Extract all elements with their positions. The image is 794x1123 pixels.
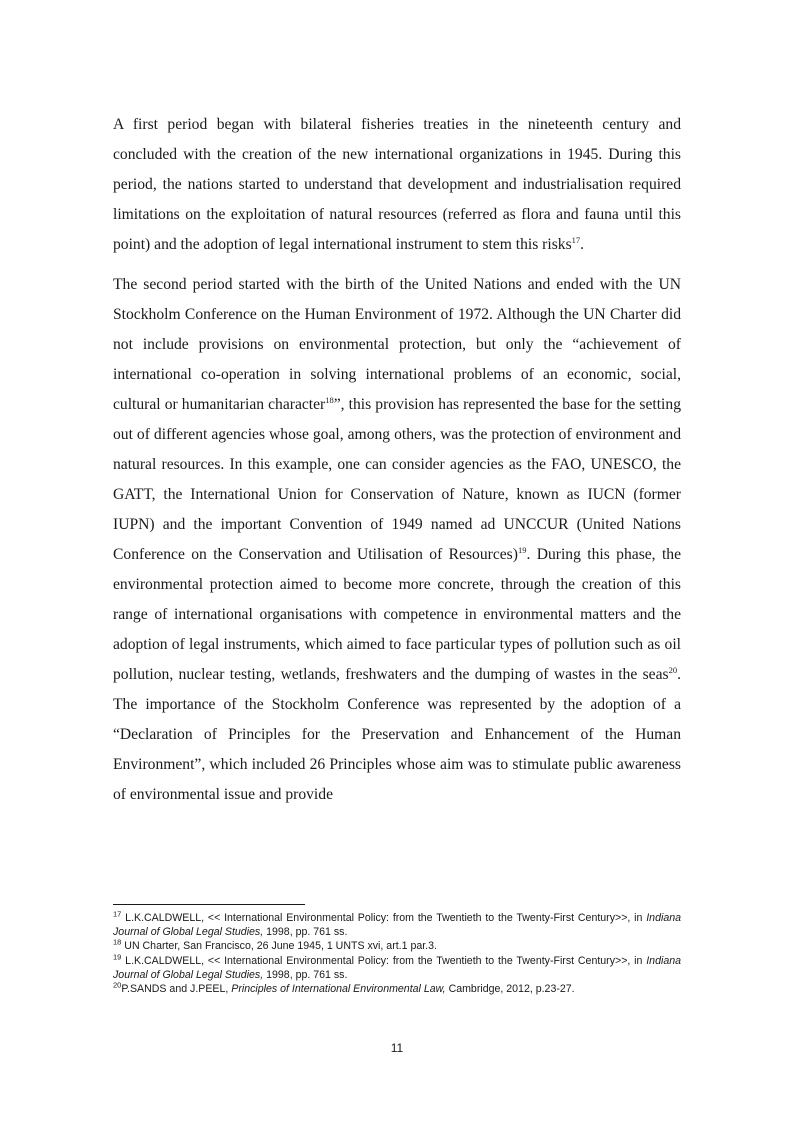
paragraph-text: A first period began with bilateral fisheries treaties in the nineteenth century and concluded with the creation of the new international organizations in 1945. During this period, the nations started to understand that development and industrialisation required limitations on the exploitation of natural resources (referred as flora and fauna until this point) and the adoption of legal international instrument to stem this risks <box>113 116 681 253</box>
footnote-journal: Indiana Journal of Global Legal Studies, <box>113 954 681 981</box>
paragraph-text: The second period started with the birth of the United Nations and ended with the UN Stockholm Conference on the Human Environment of 1972. Although the UN Charter did not include provisions on environmental protection, but only the “achievement of international co-operation in solving international problems of an economic, social, cultural or humanitarian character <box>113 276 681 413</box>
footnote-number: 17 <box>113 909 122 919</box>
body-text <box>113 110 681 820</box>
footnote-19 <box>113 954 681 982</box>
footnote-17 <box>113 911 681 939</box>
footnote-text: UN Charter, San Francisco, 26 June 1945, 1 UNTS xvi, art.1 par.3. <box>121 940 437 953</box>
footnote-number: 19 <box>113 952 122 962</box>
footnote-text: P.SANDS and J.PEEL, <box>121 983 232 996</box>
footnote-journal: Indiana Journal of Global Legal Studies, <box>113 912 681 939</box>
paragraph-text: . The importance of the Stockholm Conference was represented by the adoption of a “Declaration of Principles for the Preservation and Enhancement of the Human Environment”, which included 26 Principles whose aim was to stimulate public awareness of environmental issue and provide <box>113 666 681 803</box>
footnote-text: Cambridge, 2012, p.23-27. <box>445 983 575 996</box>
footnote-text: 1998, pp. 761 ss. <box>263 926 348 939</box>
footnote-ref[interactable]: 18 <box>325 394 334 405</box>
paragraph-text: . <box>580 236 585 253</box>
footnote-ref[interactable]: 17 <box>571 234 581 245</box>
footnote-text: L.K.CALDWELL, << International Environmental Policy: from the Twentieth to the Twenty-First Century>>, in <box>121 954 647 967</box>
footnote-separator <box>113 904 305 905</box>
footnote-text: 1998, pp. 761 ss. <box>263 968 348 981</box>
paragraph-text: . During this phase, the environmental protection aimed to become more concrete, through the creation of this range of international organisations with competence in environmental matters and the adoption of legal instruments, which aimed to face particular types of pollution such as oil pollution, nuclear testing, wetlands, freshwaters and the dumping of wastes in the seas <box>113 546 682 683</box>
footnote-number: 20 <box>113 980 122 990</box>
footnotes <box>113 911 681 996</box>
footnote-ref[interactable]: 19 <box>517 544 527 555</box>
footnote-18 <box>113 939 681 953</box>
paragraph-first-period <box>113 110 681 260</box>
footnote-ref[interactable]: 20 <box>668 664 678 675</box>
footnote-text: L.K.CALDWELL, << International Environmental Policy: from the Twentieth to the Twenty-First Century>>, in <box>121 912 647 924</box>
paragraph-second-period <box>113 270 681 810</box>
paragraph-text: ”, this provision has represented the base for the setting out of different agencies whose goal, among others, was the protection of environment and natural resources. In this example, one can consider agencies as the FAO, UNESCO, the GATT, the International Union for Conservation of Nature, known as IUCN (former IUPN) and the important Convention of 1949 named ad UNCCUR (United Nations Conference on the Conservation and Utilisation of Resources) <box>113 396 681 563</box>
page-number: 11 <box>390 1041 404 1055</box>
footnote-20 <box>113 982 681 996</box>
footnote-number: 18 <box>113 937 122 947</box>
footnote-book-title: Principles of International Environmental Law, <box>231 983 446 996</box>
